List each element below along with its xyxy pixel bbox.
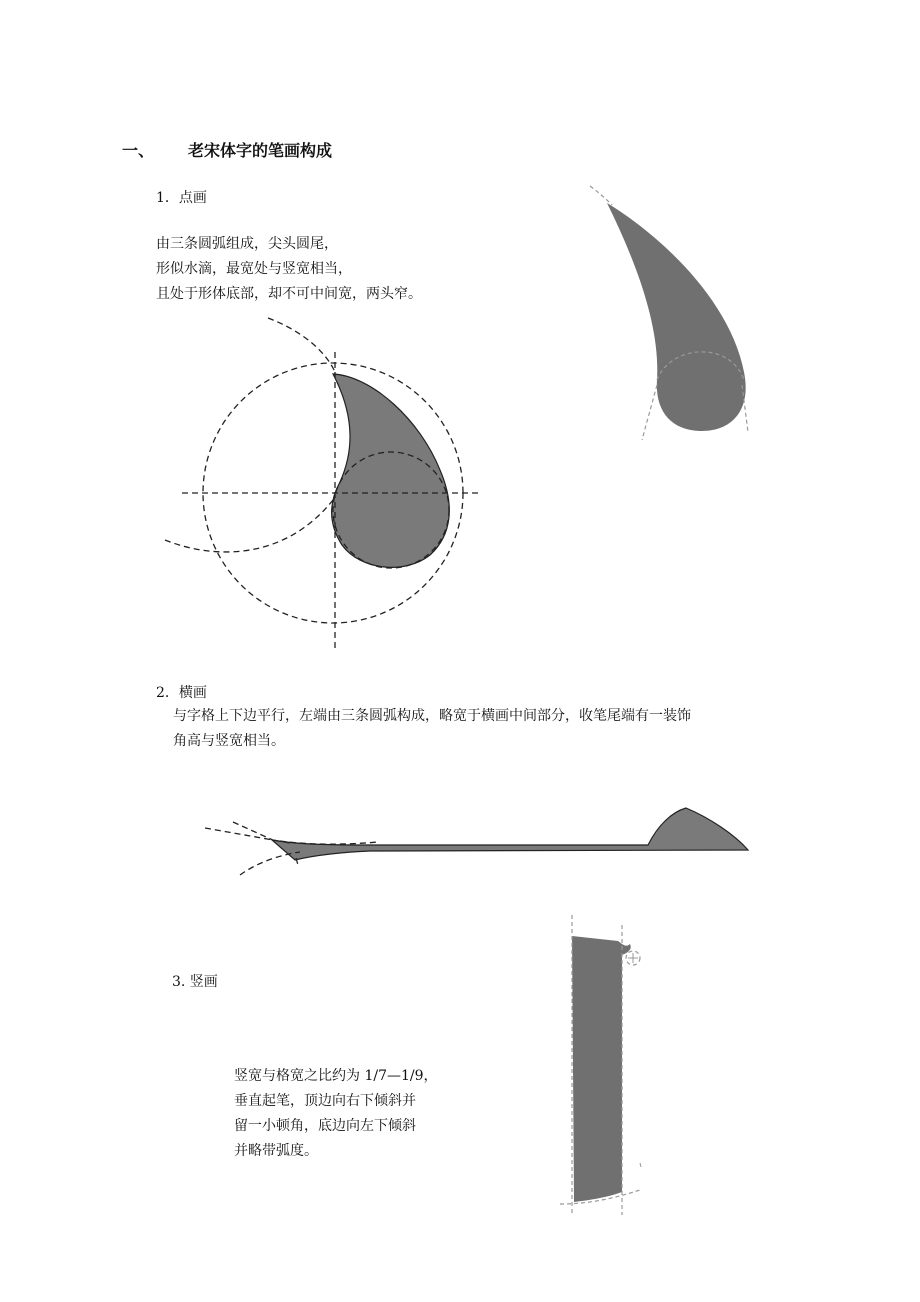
vertical-line-3: 留一小顿角，底边向左下倾斜 (234, 1118, 416, 1134)
dot-line-1: 由三条圆弧组成，尖头圆尾， (156, 236, 338, 252)
vertical-heading: 3. 竖画 (172, 974, 218, 990)
dot-line-3: 且处于形体底部，却不可中间宽，两头窄。 (156, 286, 422, 302)
dot-heading: 1．点画 (156, 190, 207, 206)
section-title: 老宋体字的笔画构成 (188, 141, 333, 160)
vertical-line-4: 并略带弧度。 (234, 1143, 318, 1159)
vertical-guide-tick (640, 1163, 641, 1167)
horizontal-line-2: 角高与竖宽相当。 (173, 733, 285, 749)
vertical-line-1: 竖宽与格宽之比约为 1/7—1/9， (234, 1068, 438, 1084)
vertical-line-2: 垂直起笔，顶边向右下倾斜并 (234, 1093, 416, 1109)
horizontal-line-1: 与字格上下边平行，左端由三条圆弧构成，略宽于横画中间部分，收笔尾端有一装饰 (173, 708, 691, 724)
section-number: 一、 (122, 141, 155, 160)
horizontal-heading: 2．横画 (156, 685, 207, 701)
dot-line-2: 形似水滴，最宽处与竖宽相当， (156, 261, 352, 277)
